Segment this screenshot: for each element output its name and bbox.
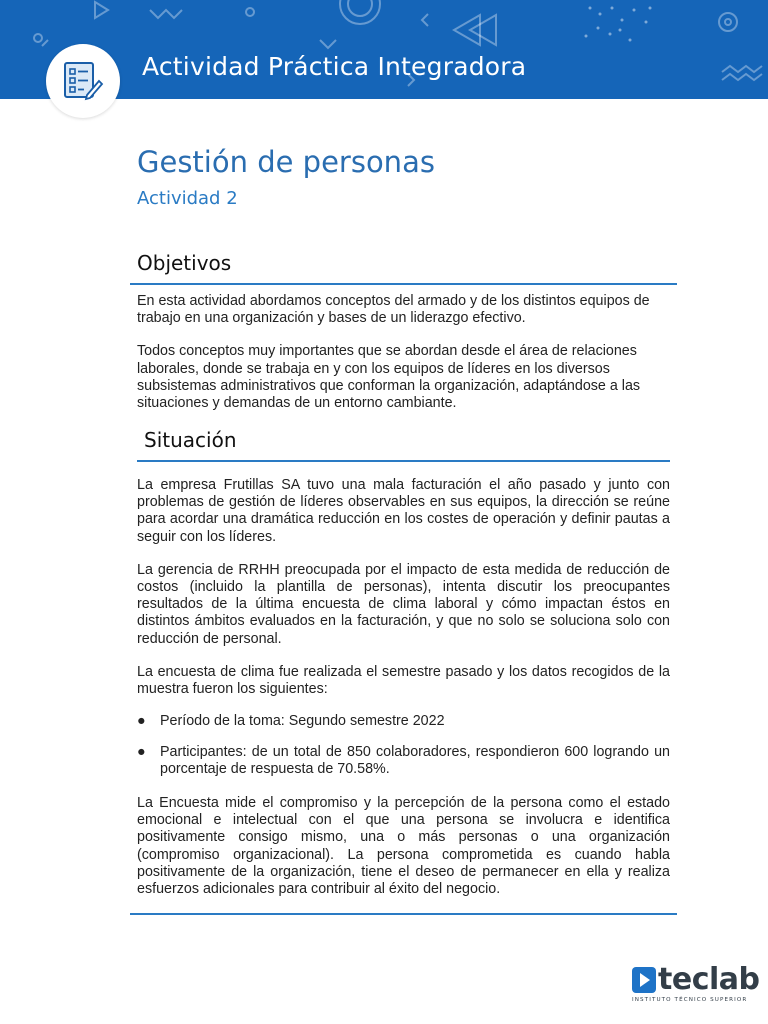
paragraph: Todos conceptos muy importantes que se abordan desde el área de relaciones laborales, donde se trabaja en y con los equipos de líderes en los diversos subsistemas administrativos que conforman la organización, adaptándose a las situaciones y demandas de un entorno cambiante.	[137, 343, 641, 412]
paragraph: La encuesta de clima fue realizada el semestre pasado y los datos recogidos de la muestra fueron los siguientes:	[137, 663, 670, 698]
section-divider	[137, 460, 670, 462]
play-icon	[632, 967, 656, 993]
section-heading-objetivos: Objetivos	[137, 251, 232, 275]
page-subtitle: Actividad 2	[137, 188, 238, 209]
list-item-text: Período de la toma: Segundo semestre 2022	[160, 713, 445, 729]
bullet-icon: ●	[137, 744, 146, 760]
activity-badge	[46, 44, 120, 118]
section-divider	[130, 283, 677, 285]
objetivos-body	[137, 293, 670, 412]
page-title: Gestión de personas	[137, 145, 435, 179]
paragraph: La Encuesta mide el compromiso y la percepción de la persona como el estado emocional e intelectual con el que una persona se involucra e identifica positivamente consigo mismo, una o más personas o una organización (compromiso organizacional). La persona comprometida es cuando habla positivamente de la organización, tiene el deseo de permanecer en ella y realiza esfuerzos adicionales para contribuir al éxito del negocio.	[137, 795, 670, 898]
list-item-text: Participantes: de un total de 850 colaboradores, respondieron 600 logrando un porcentaje de respuesta de 70.58%.	[160, 744, 670, 778]
banner-title: Actividad Práctica Integradora	[142, 52, 527, 81]
logo-wordmark: teclab	[658, 962, 760, 997]
bullet-icon: ●	[137, 713, 146, 729]
document-checklist-icon	[61, 59, 105, 103]
closing-body	[137, 795, 670, 898]
paragraph: La empresa Frutillas SA tuvo una mala facturación el año pasado y junto con problemas de gestión de líderes observables en sus equipos, la dirección se reúne para acordar una dramática reducción en los costes de operación y definir pautas a seguir con los líderes.	[137, 477, 670, 545]
logo-tagline: INSTITUTO TÉCNICO SUPERIOR	[632, 997, 748, 1003]
situacion-body	[137, 477, 670, 698]
list-item	[137, 713, 670, 730]
section-heading-situacion: Situación	[144, 428, 237, 452]
paragraph: En esta actividad abordamos conceptos del armado y de los distintos equipos de trabajo en una organización y bases de un liderazgo efectivo.	[137, 293, 650, 327]
section-divider	[130, 913, 677, 915]
paragraph: La gerencia de RRHH preocupada por el impacto de esta medida de reducción de costos (incluido la plantilla de personas), intenta discutir los preocupantes resultados de la última encuesta de clima laboral y cómo impactan éstos en distintos ámbitos evaluados en la facturación, y que no solo se soluciona solo con reducción de personal.	[137, 561, 670, 647]
list-item	[137, 744, 670, 778]
